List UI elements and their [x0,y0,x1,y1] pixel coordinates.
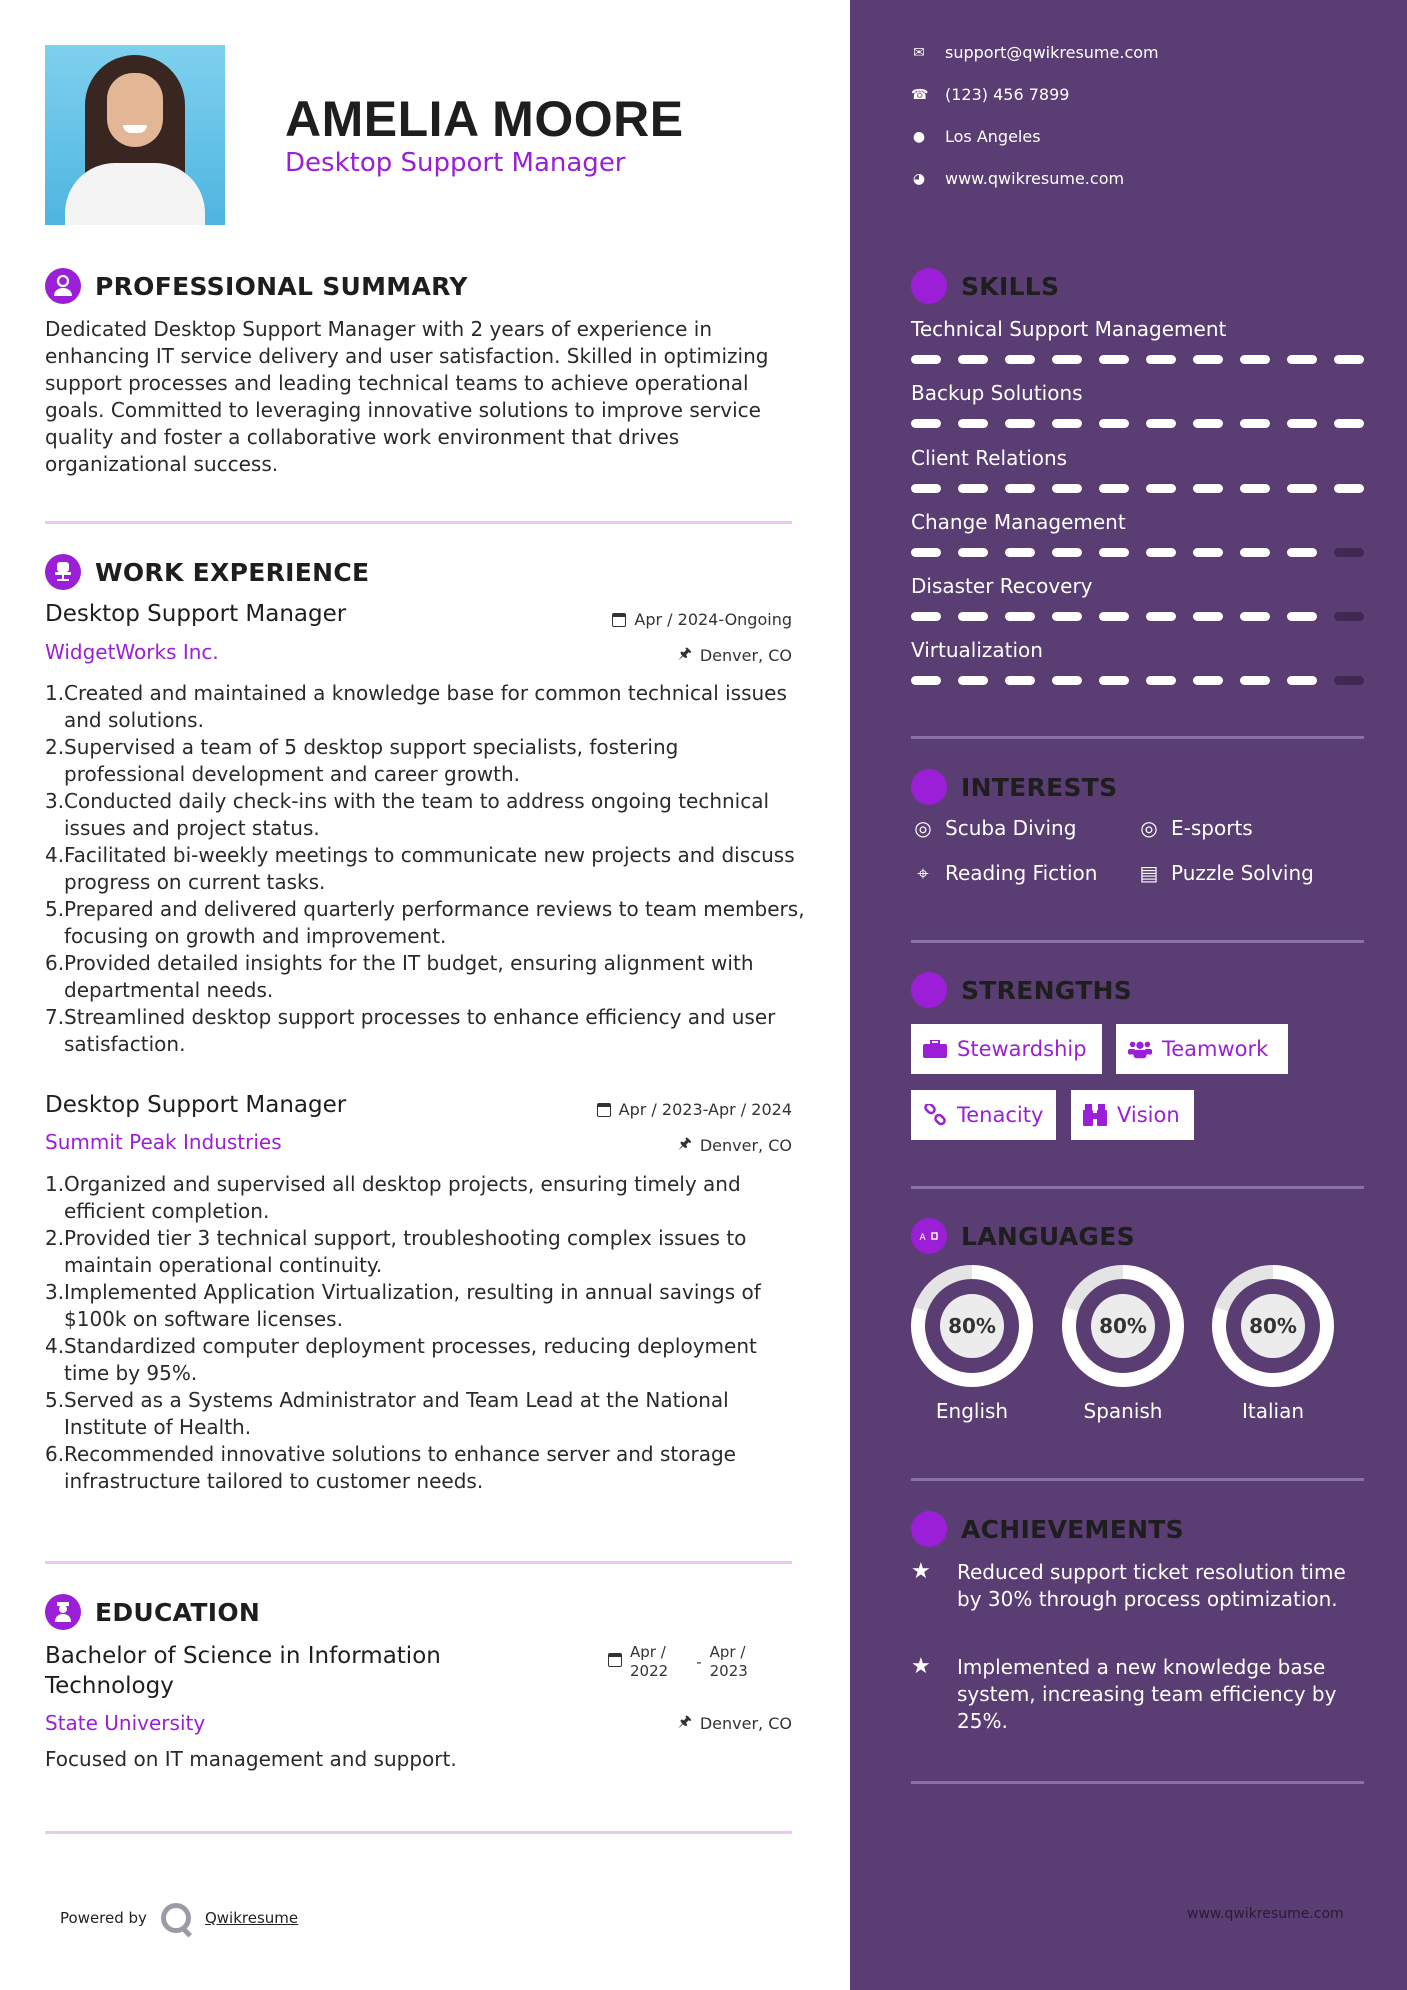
footer-website[interactable]: www.qwikresume.com [1187,1906,1344,1922]
qwikresume-link[interactable]: Qwikresume [204,1909,299,1927]
qwikresume-logo-icon [161,1903,191,1933]
graduate-icon [45,1594,81,1630]
section-title: LANGUAGES [961,1221,1135,1251]
language-progress-ring: 80% [1062,1265,1184,1387]
phone-icon: ☎ [911,86,929,103]
calendar-icon [608,1653,622,1667]
section-divider [911,1478,1364,1481]
section-divider [45,1561,792,1564]
list-item: 4. Standardized computer deployment processes, reducing deployment time by 95%. [45,1334,757,1385]
contact-location: ● Los Angeles [912,127,1041,146]
section-divider [911,940,1364,943]
section-divider [45,1831,792,1834]
education-location: 🖈 Denver, CO [678,1711,792,1736]
strength-chip: Tenacity [911,1090,1056,1140]
list-item: 2. Provided tier 3 technical support, troubleshooting complex issues to maintain operational continuity. [45,1226,747,1277]
envelope-icon: ✉ [913,44,925,61]
shooting-star-icon [911,1511,947,1547]
job-title: Desktop Support Manager [45,601,347,627]
education-dates: Apr / 2022 - Apr / 2023 [608,1643,748,1681]
candidate-name: AMELIA MOORE [285,91,684,147]
job-location: 🖈 Denver, CO [678,1133,792,1158]
user-icon [45,268,81,304]
strength-chip: Stewardship [911,1024,1102,1074]
section-title: PROFESSIONAL SUMMARY [95,271,468,301]
skill-level-bar [911,419,1366,428]
list-item: 4. Facilitated bi-weekly meetings to communicate new projects and discuss progress on current tasks. [45,843,795,894]
company-name: Summit Peak Industries [45,1130,282,1154]
interest-item: ◎ E-sports [1137,816,1253,840]
section-title: SKILLS [961,271,1060,301]
svg-text:A: A [919,1233,926,1243]
pin-icon: 🖈 [677,1134,692,1152]
contact-phone: ☎ (123) 456 7899 [911,85,1070,104]
interest-item: ◎ Scuba Diving [911,816,1076,840]
school-name: State University [45,1711,206,1735]
profile-photo [45,45,225,225]
section-divider [911,736,1364,739]
book-icon: ▤ [1139,861,1159,885]
list-item: 3. Implemented Application Virtualization, resulting in annual savings of $100k on software licenses. [45,1280,761,1331]
skill-level-bar [911,548,1366,557]
list-item: 1. Organized and supervised all desktop projects, ensuring timely and efficient completion. [45,1172,741,1223]
map-marker-icon: ● [912,128,926,145]
section-title: INTERESTS [961,772,1118,802]
section-header-education [45,1594,260,1630]
language-progress-ring: 80% [911,1265,1033,1387]
language-item: 80% English [911,1265,1033,1423]
translate-icon [911,1218,947,1254]
section-header-achievements [911,1511,1184,1547]
pin-icon: 🖈 [677,644,692,662]
pin-icon: 🖈 [677,1712,692,1730]
section-header-interests [911,769,1117,805]
fist-icon [911,972,947,1008]
shooting-star-icon: ★ [911,1559,931,1584]
skill-item: Disaster Recovery [911,574,1366,621]
users-icon [1128,1039,1152,1059]
list-item: 2. Supervised a team of 5 desktop support specialists, fostering professional development and career growth. [45,735,679,786]
shooting-star-icon: ★ [911,1654,931,1679]
skill-item: Virtualization [911,638,1366,685]
section-header-strengths [911,972,1132,1008]
gamepad-icon: ⌖ [917,861,929,885]
candidate-title: Desktop Support Manager [285,148,626,178]
skill-item: Technical Support Management [911,317,1366,364]
achievement-item: ★ Implemented a new knowledge base system, increasing team efficiency by 25%. [911,1654,1337,1733]
strength-chip: Vision [1071,1090,1194,1140]
job-title: Desktop Support Manager [45,1092,347,1118]
job-dates: Apr / 2024-Ongoing [612,610,792,629]
section-title: WORK EXPERIENCE [95,557,370,587]
interest-item: ⌖ Reading Fiction [911,861,1097,885]
list-item: 6. Provided detailed insights for the IT budget, ensuring alignment with departmental needs. [45,951,754,1002]
skill-level-bar [911,676,1366,685]
skill-item: Backup Solutions [911,381,1366,428]
lightbulb-icon [911,268,947,304]
list-item: 5. Prepared and delivered quarterly performance reviews to team members, focusing on growth and improvement. [45,897,805,948]
section-title: EDUCATION [95,1597,261,1627]
calendar-icon [612,613,626,627]
job-location: 🖈 Denver, CO [678,643,792,668]
section-divider [45,521,792,524]
strength-chip: Teamwork [1116,1024,1288,1074]
calendar-icon [597,1103,611,1117]
language-progress-ring: 80% [1212,1265,1334,1387]
paper-plane-icon [911,769,947,805]
list-item: 3. Conducted daily check-ins with the team to address ongoing technical issues and project status. [45,789,770,840]
life-ring-icon: ◎ [914,816,932,840]
section-divider [911,1186,1364,1189]
skill-level-bar [911,355,1366,364]
list-item: 1. Created and maintained a knowledge base for common technical issues and solutions. [45,681,787,732]
education-description: Focused on IT management and support. [45,1747,457,1771]
skill-level-bar [911,612,1366,621]
section-header-experience [45,554,369,590]
chair-icon [45,554,81,590]
section-title: ACHIEVEMENTS [961,1514,1184,1544]
job-dates: Apr / 2023-Apr / 2024 [597,1100,792,1119]
section-header-summary [45,268,468,304]
contact-email: ✉ support@qwikresume.com [911,43,1159,62]
degree-title: Bachelor of Science in Information Technology [45,1643,441,1699]
binoculars-icon [1083,1105,1107,1125]
section-header-skills [911,268,1059,304]
job-bullets [45,680,805,1058]
contact-website: ◕ www.qwikresume.com [912,169,1125,188]
list-item: 5. Served as a Systems Administrator and Team Lead at the National Institute of Health. [45,1388,729,1439]
life-ring-icon: ◎ [1140,816,1158,840]
job-bullets [45,1171,805,1495]
list-item: 7. Streamlined desktop support processes to enhance efficiency and user satisfaction. [45,1005,776,1056]
interest-item: ▤ Puzzle Solving [1137,861,1314,885]
language-item: 80% Spanish [1062,1265,1184,1423]
language-item: 80% Italian [1212,1265,1334,1423]
summary-text: Dedicated Desktop Support Manager with 2 years of experience in enhancing IT service delivery and user satisfaction. Skilled in optimizing support processes and leading technical teams to achieve operational goals. Committed to leveraging innovative solutions to improve service quality and foster a collaborative work environment that drives organizational success. [45,317,769,476]
globe-icon: ◕ [912,170,926,187]
skill-item: Client Relations [911,446,1366,493]
powered-by: Powered by Qwikresume [60,1903,298,1933]
briefcase-icon [923,1039,947,1059]
section-divider [911,1781,1364,1784]
list-item: 6. Recommended innovative solutions to enhance server and storage infrastructure tailored to customer needs. [45,1442,736,1493]
skill-level-bar [911,484,1366,493]
section-title: STRENGTHS [961,975,1133,1005]
skill-item: Change Management [911,510,1366,557]
company-name: WidgetWorks Inc. [45,640,219,664]
section-header-languages [911,1218,1135,1254]
achievement-item: ★ Reduced support ticket resolution time by 30% through process optimization. [911,1559,1346,1611]
link-icon [923,1105,947,1125]
